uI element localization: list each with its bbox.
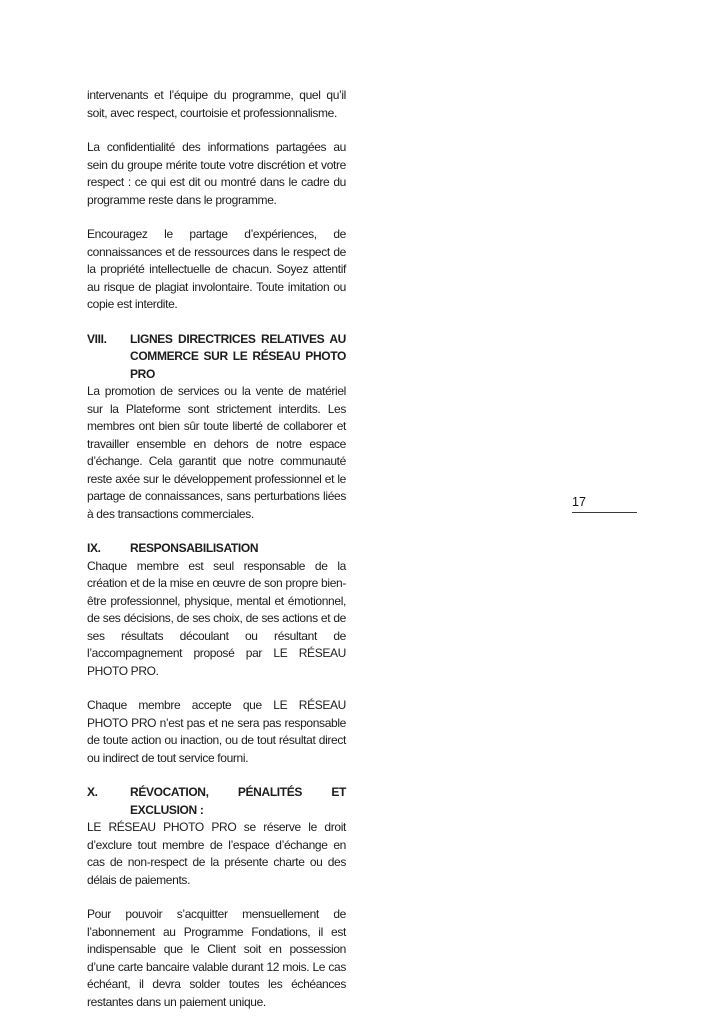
section-heading-x [87, 784, 346, 819]
section-heading-ix [87, 540, 346, 558]
section-number-viii: VIII. [87, 331, 107, 346]
page-number [572, 495, 637, 513]
text-column [87, 87, 346, 1024]
paragraph-confidentiality: La confidentialité des informations partagées au sein du groupe mérite toute votre discrétion et votre respect : ce qui est dit ou montré dans le cadre du programme reste dans le programme. [87, 140, 346, 207]
paragraph-responsibility-1: Chaque membre est seul responsable de la création et de la mise en œuvre de son propre bien-être professionnel, physique, mental et émotionnel, de ses décisions, de ses choix, de ses actions et de ses résultats découlant ou résultant de l’accompagnement proposé par LE RÉSEAU PHOTO PRO. [87, 558, 346, 678]
section-title-x: RÉVOCATION, PÉNALITÉS ET EXCLUSION : [130, 785, 346, 817]
section-number-x: X. [87, 785, 98, 799]
paragraph-commerce: La promotion de services ou la vente de matériel sur la Plateforme sont strictement interdits. Les membres ont bien sûr toute liberté de collaborer et travailler ensemble en dehors de notre espace d’échange. Cela garantit que notre communauté reste axée sur le développement professionnel et le partage de connaissances, sans perturbations liées à des transactions commerciales. [87, 384, 346, 521]
paragraph-revocation: LE RÉSEAU PHOTO PRO se réserve le droit d’exclure tout membre de l’espace d’échange en cas de non-respect de la présente charte ou des délais de paiements. [87, 820, 346, 887]
paragraph-conduct: intervenants et l’équipe du programme, quel qu’il soit, avec respect, courtoisie et professionnalisme. [87, 88, 346, 120]
section-title-viii: LIGNES DIRECTRICES RELATIVES AU COMMERCE SUR LE RÉSEAU PHOTO PRO [130, 331, 346, 381]
section-heading-viii [87, 331, 346, 384]
page-number-value: 17 [572, 495, 586, 509]
section-number-ix: IX. [87, 541, 101, 555]
paragraph-sharing: Encouragez le partage d’expériences, de connaissances et de ressources dans le respect de la propriété intellectuelle de chacun. Soyez attentif au risque de plagiat involontaire. Toute imitation ou copie est interdite. [87, 227, 346, 311]
paragraph-responsibility-2: Chaque membre accepte que LE RÉSEAU PHOTO PRO n’est pas et ne sera pas responsable de toute action ou inaction, ou de tout résultat direct ou indirect de tout service fourni. [87, 698, 346, 765]
section-title-ix: RESPONSABILISATION [130, 541, 259, 555]
paragraph-payment: Pour pouvoir s’acquitter mensuellement de l’abonnement au Programme Fondations, il est indispensable que le Client soit en possession d’une carte bancaire valable durant 12 mois. Le cas échéant, il devra solder toutes les échéances restantes dans un paiement unique. [87, 907, 346, 1009]
